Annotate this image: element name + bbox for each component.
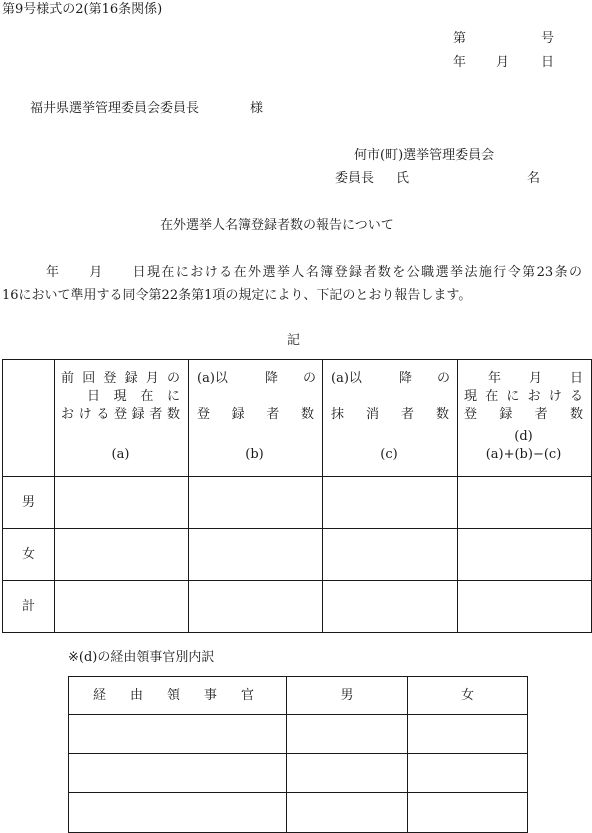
cell-male-3[interactable] <box>287 793 408 833</box>
cell-female-d[interactable] <box>458 529 592 581</box>
date-month: 月 <box>496 55 510 70</box>
cell-male-b[interactable] <box>189 477 323 529</box>
form-number: 第9号様式の2(第16条関係) <box>2 2 163 17</box>
table-row <box>69 793 528 833</box>
cell-consul-2[interactable] <box>69 754 287 793</box>
table-row <box>69 715 528 754</box>
sender-organization: 何市(町)選挙管理委員会 <box>354 148 495 163</box>
cell-male-a[interactable] <box>55 477 189 529</box>
header-female: 女 <box>408 677 528 715</box>
sender-title: 委員長 <box>335 171 375 186</box>
table-row <box>69 754 528 793</box>
table-row <box>3 529 592 581</box>
ki-label: 記 <box>287 333 301 348</box>
header-col-d: 年月日 現在における 登録者数 (d) (a)+(b)−(c) <box>458 360 592 477</box>
sender-name-suffix: 名 <box>527 171 541 186</box>
breakdown-table <box>68 676 528 833</box>
cell-female-c[interactable] <box>323 529 458 581</box>
header-male: 男 <box>287 677 408 715</box>
cell-total-a[interactable] <box>55 581 189 633</box>
date-day: 日 <box>541 55 555 70</box>
header-consul: 経由領事官 <box>69 677 287 715</box>
document-title: 在外選挙人名簿登録者数の報告について <box>160 218 394 233</box>
cell-consul-3[interactable] <box>69 793 287 833</box>
cell-female-1[interactable] <box>408 715 528 754</box>
addressee-honorific: 様 <box>250 101 264 116</box>
corner-cell <box>3 360 55 477</box>
number-prefix: 第 <box>453 31 467 46</box>
cell-female-3[interactable] <box>408 793 528 833</box>
header-col-c: (a)以 降 の 抹消者数 (c) <box>323 360 458 477</box>
date-year: 年 <box>453 55 467 70</box>
cell-female-2[interactable] <box>408 754 528 793</box>
cell-consul-1[interactable] <box>69 715 287 754</box>
cell-total-b[interactable] <box>189 581 323 633</box>
cell-female-a[interactable] <box>55 529 189 581</box>
body-line-2: 16において準用する同令第22条第1項の規定により、下記のとおり報告します。 <box>2 288 472 303</box>
cell-male-c[interactable] <box>323 477 458 529</box>
row-label-male: 男 <box>3 477 55 529</box>
cell-male-1[interactable] <box>287 715 408 754</box>
row-label-female: 女 <box>3 529 55 581</box>
breakdown-note: ※(d)の経由領事官別内訳 <box>68 650 215 665</box>
cell-male-d[interactable] <box>458 477 592 529</box>
sender-name-label: 氏 <box>396 171 410 186</box>
main-table <box>2 359 592 633</box>
body-line-1: 年 月 日現在における在外選挙人名簿登録者数を公職選挙法施行令第23条の <box>46 265 582 280</box>
table-row <box>3 477 592 529</box>
header-col-a: 前回登録月の 日現在に おける登録者数 (a) <box>55 360 189 477</box>
table-row <box>3 581 592 633</box>
cell-female-b[interactable] <box>189 529 323 581</box>
row-label-total: 計 <box>3 581 55 633</box>
number-suffix: 号 <box>541 31 555 46</box>
header-col-b: (a)以 降 の 登録者数 (b) <box>189 360 323 477</box>
cell-total-c[interactable] <box>323 581 458 633</box>
cell-male-2[interactable] <box>287 754 408 793</box>
addressee-name: 福井県選挙管理委員会委員長 <box>30 101 200 116</box>
cell-total-d[interactable] <box>458 581 592 633</box>
